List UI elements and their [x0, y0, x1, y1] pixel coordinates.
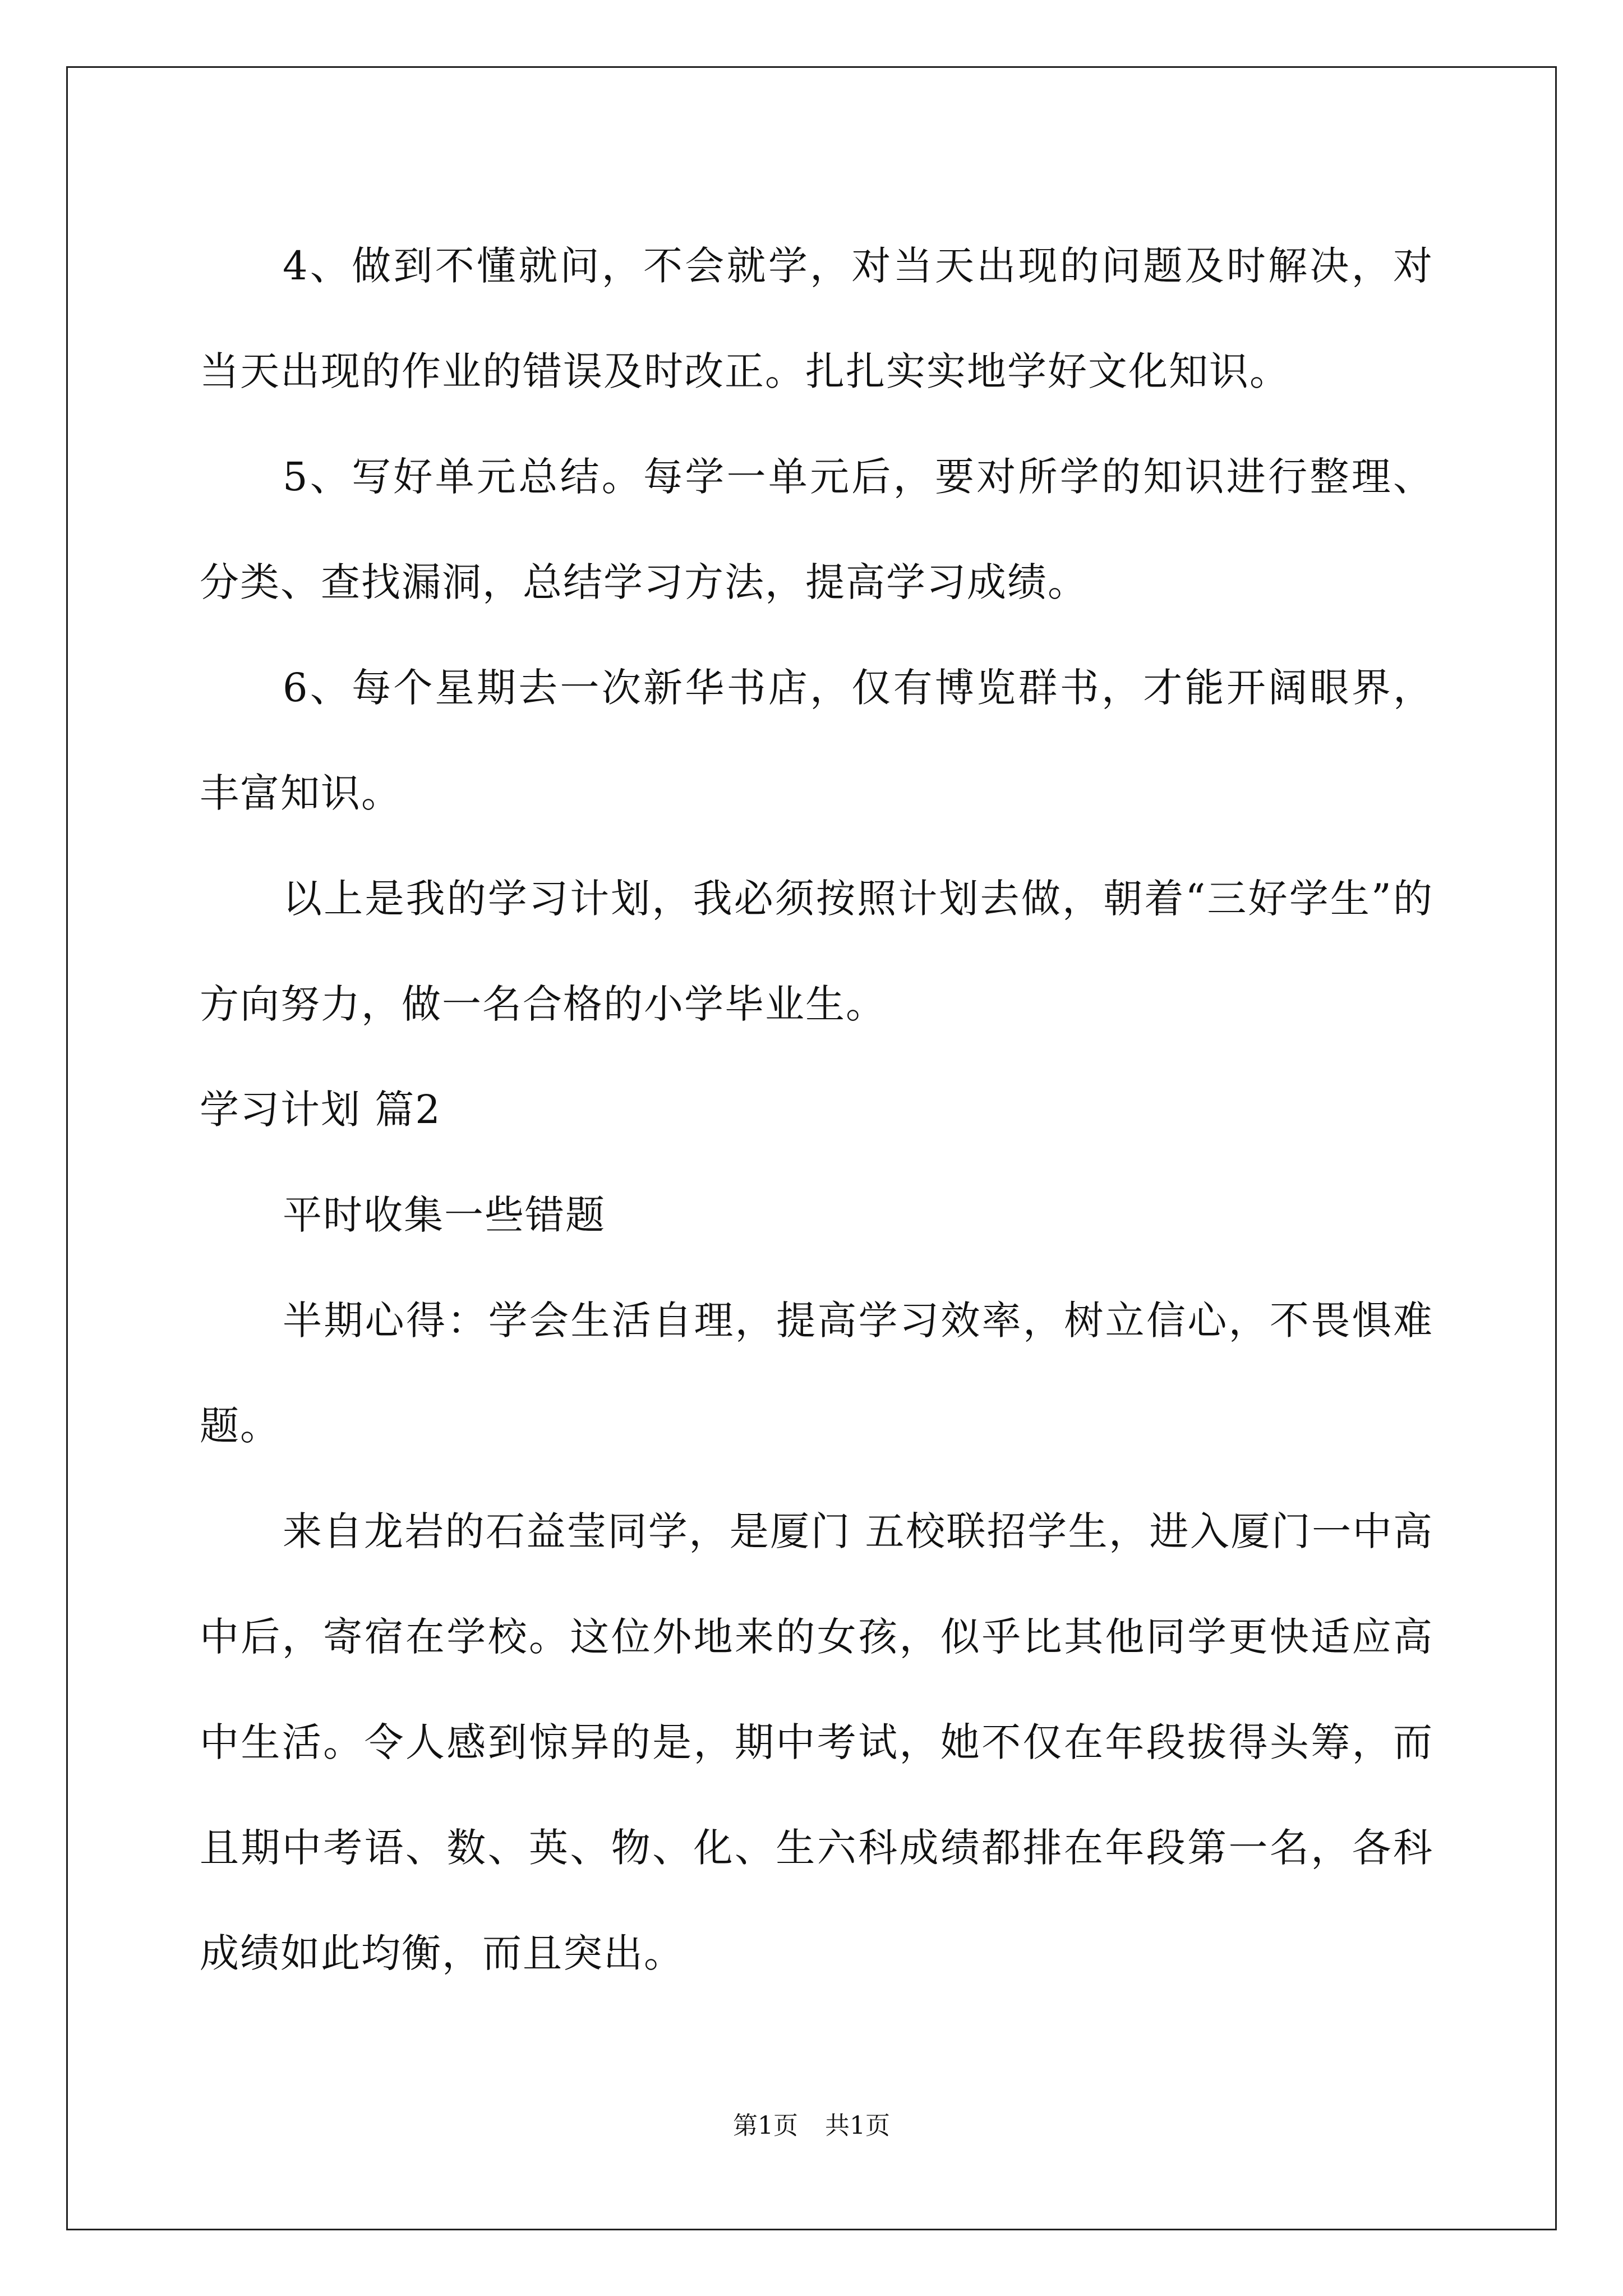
section-heading: 学习计划 篇2: [200, 1087, 441, 1133]
page-number: 第1页: [733, 2111, 798, 2140]
page-total: 共1页: [825, 2111, 890, 2140]
paragraph-collect-errors: 平时收集一些错题: [283, 1192, 606, 1238]
page-footer: [0, 2109, 1623, 2143]
paragraph-student-story: 来自龙岩的石益莹同学，是厦门 五校联招学生，进入厦门一中高中后，寄宿在学校。这位外地来的女孩，似乎比其他同学更快适应高中生活。令人感到惊异的是，期中考试，她不仅在年段拔得头筹，而且期中考语、数、英、物、化、生六科成绩都排在年段第一名，各科成绩如此均衡，而且突出。: [200, 1508, 1433, 1976]
paragraph-item-6: 6、每个星期去一次新华书店，仅有博览群书，才能开阔眼界，丰富知识。: [200, 665, 1433, 816]
paragraph-item-5: 5、写好单元总结。每学一单元后，要对所学的知识进行整理、分类、查找漏洞，总结学习方法，提高学习成绩。: [200, 454, 1433, 605]
paragraph-midterm-insight: 半期心得：学会生活自理，提高学习效率，树立信心，不畏惧难题。: [200, 1297, 1433, 1449]
document-body: [200, 213, 1433, 2006]
paragraph-item-4: 4、做到不懂就问，不会就学，对当天出现的问题及时解决，对当天出现的作业的错误及时改正。扎扎实实地学好文化知识。: [200, 243, 1433, 394]
paragraph-conclusion: 以上是我的学习计划，我必须按照计划去做，朝着“三好学生”的方向努力，做一名合格的小学毕业生。: [200, 876, 1433, 1027]
